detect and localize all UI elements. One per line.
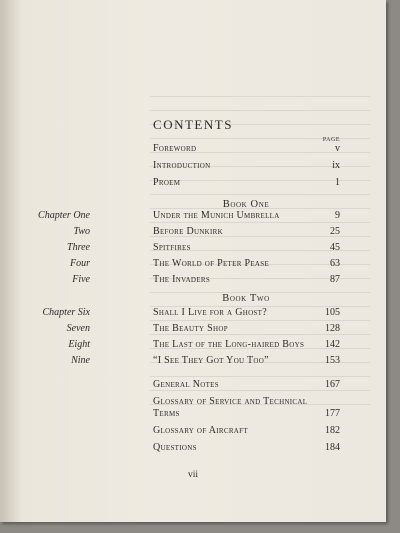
chapter-page: 142 xyxy=(325,339,340,350)
entry-title: Glossary of Aircraft xyxy=(153,425,248,436)
chapter-page: 153 xyxy=(325,355,340,366)
page-number: vii xyxy=(187,470,199,480)
chapter-label: Three xyxy=(67,242,90,253)
chapter-label: Four xyxy=(70,258,90,269)
toc-entry xyxy=(0,159,386,173)
chapter-title: The World of Peter Pease xyxy=(153,258,270,269)
chapter-label: Chapter Six xyxy=(42,307,90,318)
toc-entry-continued xyxy=(0,407,386,421)
toc-chapter-row xyxy=(0,209,386,223)
chapter-label: Nine xyxy=(71,355,90,366)
toc-chapter-row xyxy=(0,225,386,239)
entry-title: Glossary of Service and Technical xyxy=(153,396,308,407)
chapter-title: The Beauty Shop xyxy=(153,323,228,334)
chapter-title: The Invaders xyxy=(153,274,211,285)
chapter-page: 63 xyxy=(330,258,340,269)
entry-page: ix xyxy=(332,160,340,171)
entry-title: Questions xyxy=(153,442,197,453)
chapter-label: Eight xyxy=(68,339,90,350)
chapter-title: Shall I Live for a Ghost? xyxy=(153,307,267,318)
entry-page: 182 xyxy=(325,425,340,436)
entry-title: General Notes xyxy=(153,379,219,390)
chapter-page: 9 xyxy=(335,210,340,221)
chapter-label: Two xyxy=(73,226,90,237)
toc-entry xyxy=(0,142,386,156)
entry-page: v xyxy=(335,143,340,154)
page-column-heading: PAGE xyxy=(322,137,340,143)
toc-chapter-row xyxy=(0,338,386,352)
chapter-title: Under the Munich Umbrella xyxy=(153,210,280,221)
chapter-title: The Last of the Long-haired Boys xyxy=(153,339,305,350)
chapter-page: 128 xyxy=(325,323,340,334)
entry-title-continued: Terms xyxy=(153,408,180,419)
chapter-label: Chapter One xyxy=(38,210,90,221)
page-title: CONTENTS xyxy=(153,117,233,132)
chapter-page: 25 xyxy=(330,226,340,237)
toc-entry xyxy=(0,176,386,190)
toc-entry xyxy=(0,424,386,438)
entry-page: 167 xyxy=(325,379,340,390)
toc-chapter-row xyxy=(0,322,386,336)
toc-chapter-row xyxy=(0,273,386,287)
entry-page: 177 xyxy=(325,408,340,419)
toc-entry xyxy=(0,378,386,392)
chapter-title: Spitfires xyxy=(153,242,191,253)
chapter-label: Five xyxy=(72,274,90,285)
toc-entry xyxy=(0,441,386,455)
chapter-page: 87 xyxy=(330,274,340,285)
toc-chapter-row xyxy=(0,241,386,255)
entry-page: 184 xyxy=(325,442,340,453)
entry-title: Foreword xyxy=(153,143,197,154)
entry-page: 1 xyxy=(335,177,340,188)
toc-chapter-row xyxy=(0,354,386,368)
chapter-title: Before Dunkirk xyxy=(153,226,223,237)
entry-title: Introduction xyxy=(153,160,211,171)
chapter-title: “I See They Got You Too” xyxy=(153,355,269,366)
book-two-heading: Book Two xyxy=(222,293,270,304)
toc-chapter-row xyxy=(0,306,386,320)
chapter-page: 105 xyxy=(325,307,340,318)
chapter-label: Seven xyxy=(66,323,90,334)
toc-chapter-row xyxy=(0,257,386,271)
entry-title: Proem xyxy=(153,177,181,188)
chapter-page: 45 xyxy=(330,242,340,253)
book-one-heading: Book One xyxy=(222,199,270,210)
